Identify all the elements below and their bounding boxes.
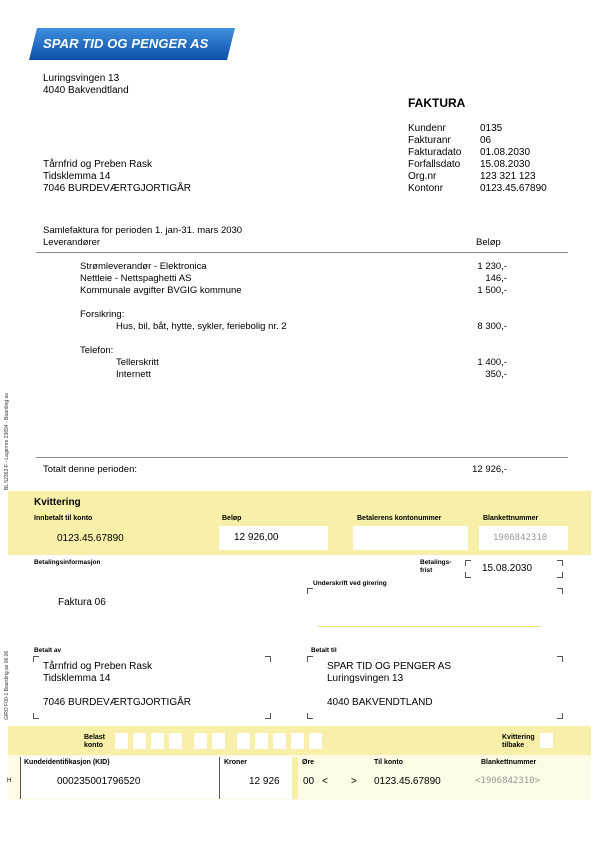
debit-label-2: konto xyxy=(84,742,104,749)
detail-label: Kontonr xyxy=(408,183,444,194)
receipt-title: Kvittering xyxy=(34,497,81,508)
field-corner xyxy=(557,588,563,594)
field-corner xyxy=(307,588,313,594)
field-corner xyxy=(307,713,313,719)
digit-box[interactable] xyxy=(309,733,322,749)
paid-to-name: SPAR TID OG PENGER AS xyxy=(327,661,452,672)
company-logo xyxy=(29,28,235,60)
detail-label: Kundenr xyxy=(408,123,446,134)
detail-label: Fakturanr xyxy=(408,135,451,146)
payer-account-field[interactable] xyxy=(353,526,468,550)
kid-label: Kundeidentifikasjon (KID) xyxy=(24,759,110,766)
field-corner xyxy=(557,572,563,578)
kid-value: 000235001796520 xyxy=(57,776,141,787)
total-amount: 12 926,- xyxy=(472,464,507,475)
item-group-label: Telefon: xyxy=(80,345,114,356)
debit-label-1: Belast xyxy=(84,734,106,741)
detail-label: Fakturadato xyxy=(408,147,462,158)
field-corner xyxy=(265,713,271,719)
paid-to-label: Betalt til xyxy=(311,647,337,654)
digit-box[interactable] xyxy=(291,733,304,749)
paid-to-account-label: Innbetalt til konto xyxy=(34,515,93,522)
receipt-return-checkbox[interactable] xyxy=(540,733,553,748)
recipient-name: Tårnfrid og Preben Rask xyxy=(43,159,152,170)
digit-box[interactable] xyxy=(212,733,225,749)
gt-marker: > xyxy=(351,776,357,787)
amount-label: Beløp xyxy=(222,515,242,522)
side-form-code: GIRO F00-1 Boarding as 06.06 xyxy=(4,650,10,720)
h-mark: H xyxy=(7,778,12,784)
item-label: Hus, bil, båt, hytte, sykler, feriebolig nr. 2 xyxy=(116,321,287,332)
paid-by-name: Tårnfrid og Preben Rask xyxy=(43,661,152,672)
kroner-value: 12 926 xyxy=(249,776,280,787)
amount-value: 12 926,00 xyxy=(234,532,279,543)
detail-label: Forfallsdato xyxy=(408,159,461,170)
field-corner xyxy=(33,713,39,719)
item-amount: 1 230,- xyxy=(477,261,507,272)
item-amount: 146,- xyxy=(485,273,507,284)
signature-label: Underskrift ved girering xyxy=(313,580,387,587)
item-label: Nettleie - Nettspaghetti AS xyxy=(80,273,192,284)
paid-by-label: Betalt av xyxy=(34,647,62,654)
due-date-value: 15.08.2030 xyxy=(482,563,533,574)
separator xyxy=(292,757,298,799)
digit-box[interactable] xyxy=(169,733,182,749)
total-label: Totalt denne perioden: xyxy=(43,464,138,475)
digit-box[interactable] xyxy=(273,733,286,749)
payment-info-label: Betalingsinformasjon xyxy=(34,559,101,566)
field-corner xyxy=(465,560,471,566)
divider xyxy=(36,457,568,458)
form-number-label-2: Blankettnummer xyxy=(481,759,537,766)
col-header-suppliers: Leverandører xyxy=(43,237,101,248)
side-print-code: BL 52362-F - Lagernre 23694 - Boarding as xyxy=(4,393,10,490)
digit-box[interactable] xyxy=(194,733,207,749)
field-corner xyxy=(465,572,471,578)
period-text: Samlefaktura for perioden 1. jan-31. mars 2030 xyxy=(43,225,243,236)
recipient-street: Tidsklemma 14 xyxy=(43,171,111,182)
form-number-value-2: <1906842310> xyxy=(475,776,541,786)
item-amount: 8 300,- xyxy=(477,321,507,332)
item-amount: 1 400,- xyxy=(477,357,507,368)
invoice-date: 01.08.2030 xyxy=(480,147,531,158)
item-label: Kommunale avgifter BVGIG kommune xyxy=(80,285,242,296)
digit-box[interactable] xyxy=(115,733,128,749)
customer-number: 0135 xyxy=(480,123,503,134)
digit-box[interactable] xyxy=(237,733,250,749)
recipient-city: 7046 BURDEVÆRTGJORTIGÅR xyxy=(43,183,192,194)
org-number: 123 321 123 xyxy=(480,171,536,182)
sender-street: Luringsvingen 13 xyxy=(43,73,120,84)
form-number-value: 1906842310 xyxy=(493,533,548,543)
invoice-title: FAKTURA xyxy=(408,96,466,110)
col-header-amount: Beløp xyxy=(476,237,501,248)
ore-value: 00 xyxy=(303,776,315,787)
digit-box[interactable] xyxy=(133,733,146,749)
item-label: Tellerskritt xyxy=(116,357,159,368)
signature-line[interactable] xyxy=(318,626,540,627)
field-corner xyxy=(265,656,271,662)
payer-account-label: Betalerens kontonummer xyxy=(357,515,442,522)
digit-box[interactable] xyxy=(151,733,164,749)
kroner-label: Kroner xyxy=(224,759,247,766)
due-date-label-2: frist xyxy=(420,567,433,574)
paid-to-street: Luringsvingen 13 xyxy=(327,673,404,684)
item-amount: 350,- xyxy=(485,369,507,380)
invoice-number: 06 xyxy=(480,135,492,146)
to-account-value: 0123.45.67890 xyxy=(374,776,441,787)
due-date-label-1: Betalings- xyxy=(420,559,452,566)
to-account-label: Til konto xyxy=(374,759,404,766)
item-label: Strømleverandør - Elektronica xyxy=(80,261,207,272)
field-corner xyxy=(557,656,563,662)
logo-text: SPAR TID OG PENGER AS xyxy=(43,36,209,51)
digit-box[interactable] xyxy=(255,733,268,749)
receipt-return-label-1: Kvittering xyxy=(502,734,535,741)
paid-by-street: Tidsklemma 14 xyxy=(43,673,111,684)
field-corner xyxy=(557,713,563,719)
paid-to-account-value: 0123.45.67890 xyxy=(57,533,124,544)
field-separator xyxy=(20,757,21,799)
item-group-label: Forsikring: xyxy=(80,309,125,320)
divider xyxy=(36,252,568,253)
field-corner xyxy=(557,560,563,566)
paid-by-city: 7046 BURDEVÆRTGJORTIGÅR xyxy=(43,697,192,708)
account-number: 0123.45.67890 xyxy=(480,183,547,194)
item-amount: 1 500,- xyxy=(477,285,507,296)
receipt-return-label-2: tilbake xyxy=(502,742,525,749)
field-corner xyxy=(33,656,39,662)
form-number-label: Blankettnummer xyxy=(483,515,539,522)
field-corner xyxy=(307,656,313,662)
due-date: 15.08.2030 xyxy=(480,159,531,170)
lt-marker: < xyxy=(322,776,328,787)
sender-city: 4040 Bakvendtland xyxy=(43,85,129,96)
item-label: Internett xyxy=(116,369,151,380)
ore-label: Øre xyxy=(302,759,315,766)
field-separator xyxy=(219,757,220,799)
detail-label: Org.nr xyxy=(408,171,437,182)
paid-to-city: 4040 BAKVENDTLAND xyxy=(327,697,433,708)
payment-info-text: Faktura 06 xyxy=(58,597,106,608)
